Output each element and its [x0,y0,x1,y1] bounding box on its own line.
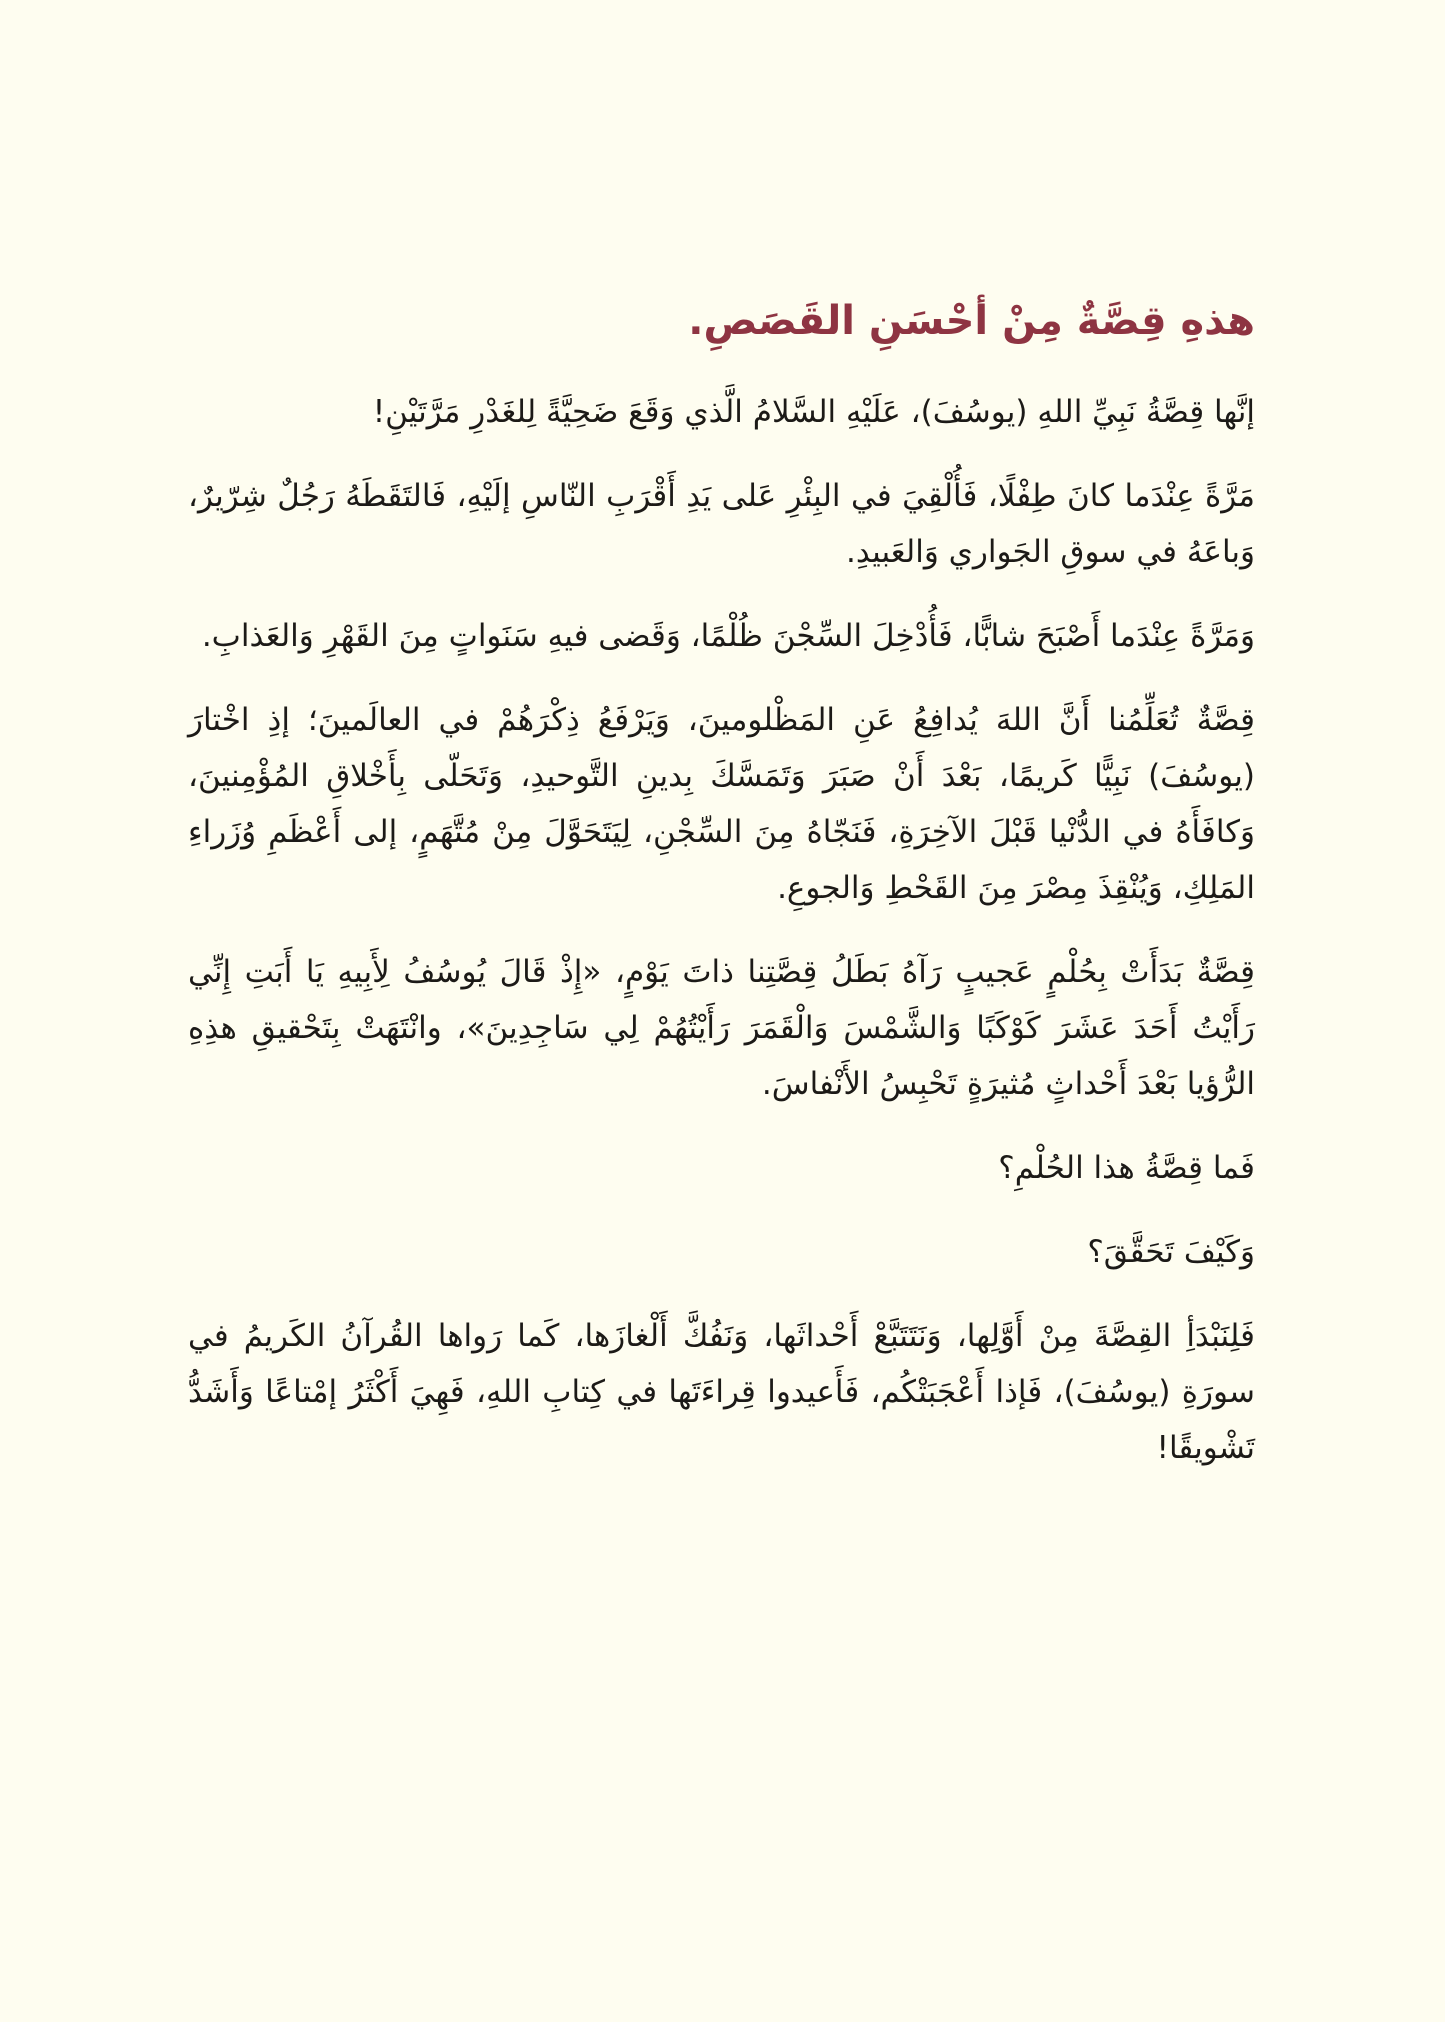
paragraph-1: إنَّها قِصَّةُ نَبِيِّ اللهِ (يوسُفَ)، عَلَيْهِ السَّلامُ الَّذي وَقَعَ ضَحِيَّةً لِلغَدْرِ مَرَّتَيْنِ! [372,394,1255,430]
paragraph-4: قِصَّةٌ تُعَلِّمُنا أَنَّ اللهَ يُدافِعُ عَنِ المَظْلومينَ، وَيَرْفَعُ ذِكْرَهُمْ في العالَمينَ؛ إذِ اخْتارَ (يوسُفَ) نَبِيًّا كَريمًا، بَعْدَ أَنْ صَبَرَ وَتَمَسَّكَ بِدينِ التَّوحيدِ، وَتَحَلّى بِأَخْلاقِ المُؤْمِنينَ، وَكافَأَهُ في الدُّنْيا قَبْلَ الآخِرَةِ، فَنَجّاهُ مِنَ السِّجْنِ، لِيَتَحَوَّلَ مِنْ مُتَّهَمٍ، إلى أَعْظَمِ وُزَراءِ المَلِكِ، وَيُنْقِذَ مِصْرَ مِنَ القَحْطِ وَالجوعِ. [188,702,1255,906]
paragraph-2: مَرَّةً عِنْدَما كانَ طِفْلًا، فَأُلْقِيَ في البِئْرِ عَلى يَدِ أَقْرَبِ النّاسِ إلَيْهِ، فَالتَقَطَهُ رَجُلٌ شِرّيرٌ، وَباعَهُ في سوقِ الجَواري وَالعَبيدِ. [188,478,1255,570]
paragraph-7: وَكَيْفَ تَحَقَّقَ؟ [1087,1234,1255,1270]
paragraph-6: فَما قِصَّةُ هذا الحُلْمِ؟ [998,1150,1255,1186]
paragraph-5: قِصَّةٌ بَدَأَتْ بِحُلْمٍ عَجيبٍ رَآهُ بَطَلُ قِصَّتِنا ذاتَ يَوْمٍ، «إِذْ قَالَ يُوسُفُ لِأَبِيهِ يَا أَبَتِ إِنِّي رَأَيْتُ أَحَدَ عَشَرَ كَوْكَبًا وَالشَّمْسَ وَالْقَمَرَ رَأَيْتُهُمْ لِي سَاجِدِينَ»، وانْتَهَتْ بِتَحْقيقِ هذِهِ الرُّؤيا بَعْدَ أَحْداثٍ مُثيرَةٍ تَحْبِسُ الأَنْفاسَ. [188,954,1255,1102]
paragraph-3: وَمَرَّةً عِنْدَما أَصْبَحَ شابًّا، فَأُدْخِلَ السِّجْنَ ظُلْمًا، وَقَضى فيهِ سَنَواتٍ مِنَ القَهْرِ وَالعَذابِ. [201,618,1255,654]
page-title: هذهِ قِصَّةٌ مِنْ أحْسَنِ القَصَصِ. [688,298,1255,344]
paragraph-8: فَلِنَبْدَأِ القِصَّةَ مِنْ أَوَّلِها، وَنَتَتَبَّعْ أَحْداثَها، وَنَفُكَّ أَلْغازَها، كَما رَواها القُرآنُ الكَريمُ في سورَةِ (يوسُفَ)، فَإذا أَعْجَبَتْكُم، فَأَعيدوا قِراءَتَها في كِتابِ اللهِ، فَهِيَ أَكْثَرُ إمْتاعًا وَأَشَدُّ تَشْويقًا! [188,1318,1255,1466]
